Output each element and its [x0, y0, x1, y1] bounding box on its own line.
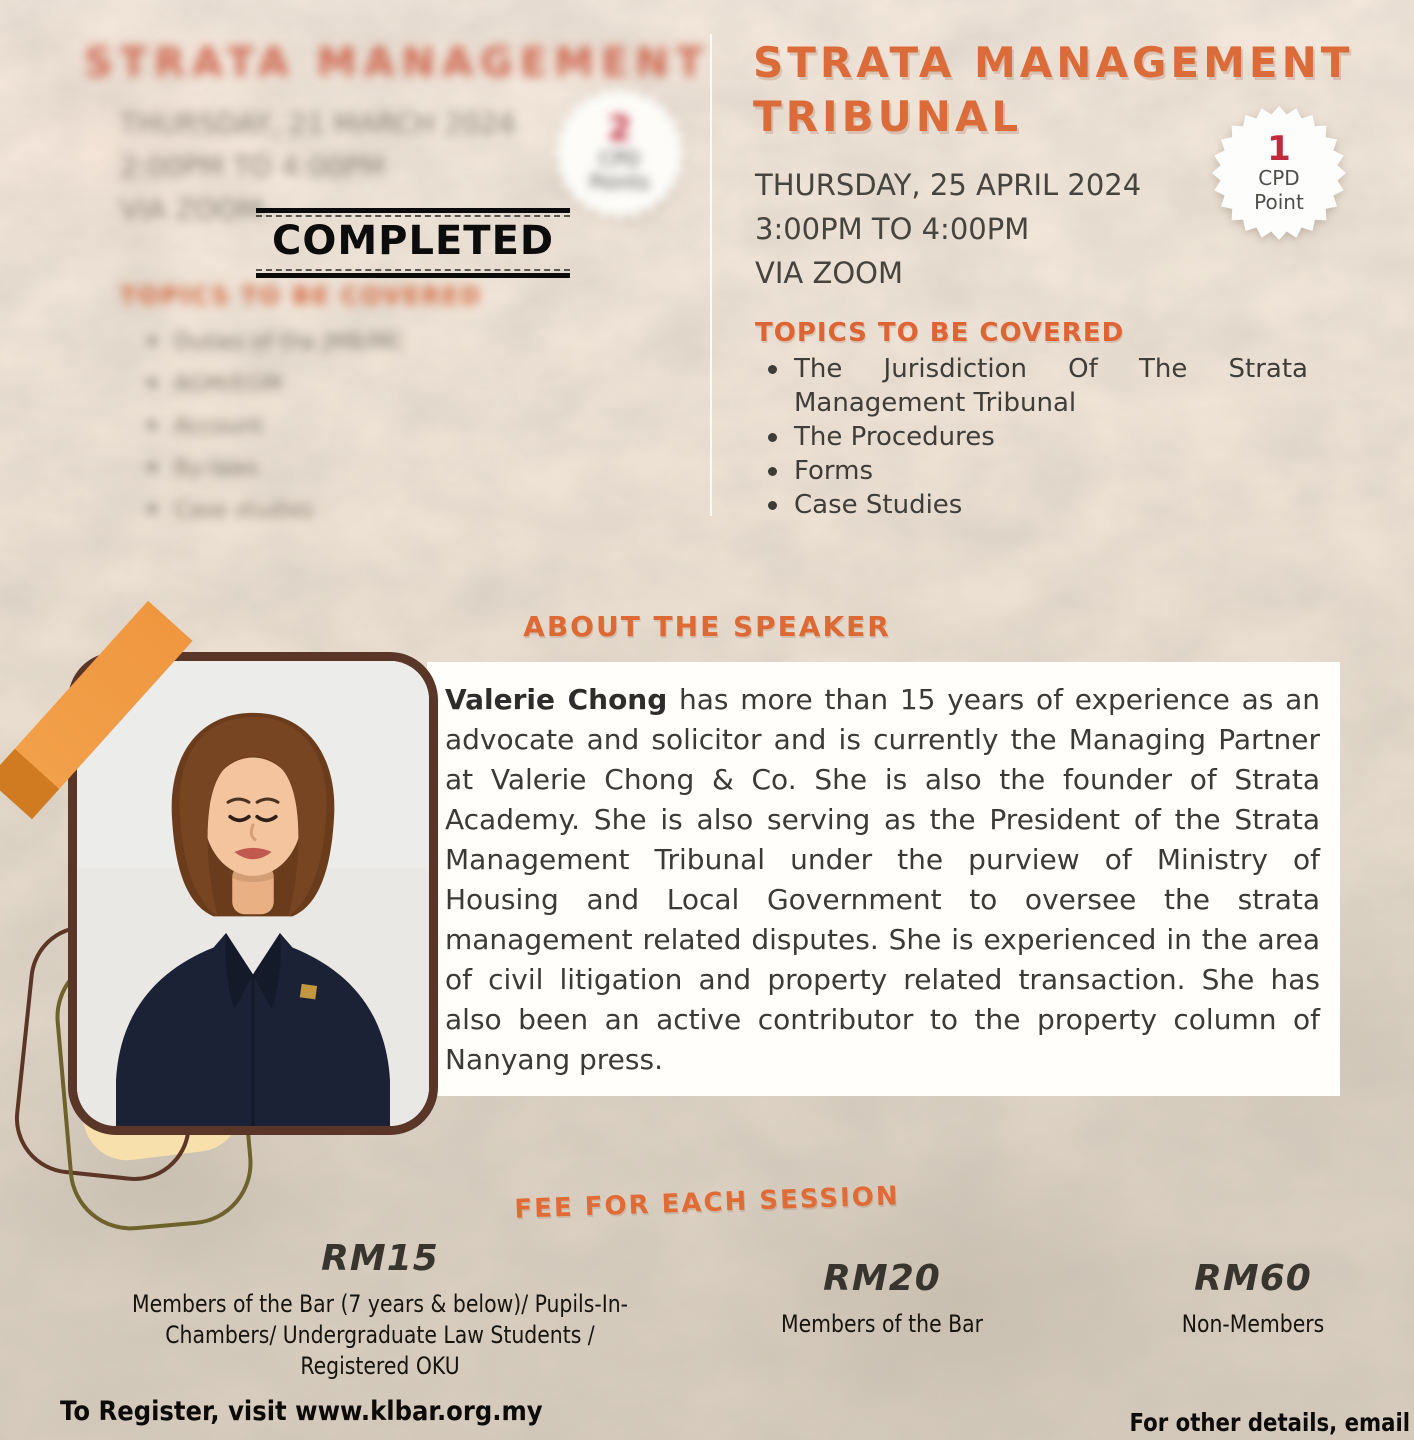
fee-price: RM20 — [823, 1258, 941, 1299]
speaker-bio — [445, 680, 1320, 1080]
speaker-bio-text: has more than 15 years of experience as an advocate and solicitor and is currently the Managing Partner at Valerie Chong & Co. She is also the founder of Strata Academy. She is also serving as the President of the Strata Management Tribunal under the purview of Ministry of Housing and Local Government to oversee the strata management related disputes. She is experienced in the area of civil litigation and property related transaction. She has also been an active contributor to the property column of Nanyang press. — [445, 683, 1321, 1076]
fee-section-heading: FEE FOR EACH SESSION — [513, 1181, 901, 1225]
completed-session-title: STRATA MANAGEMENT — [84, 40, 711, 86]
speaker-bio-card — [427, 662, 1340, 1096]
bullet-icon — [148, 463, 156, 471]
register-info: To Register, visit www.klbar.org.my — [60, 1396, 543, 1427]
fee-tier — [60, 1238, 700, 1382]
speaker-name: Valerie Chong — [445, 683, 668, 716]
bullet-icon — [768, 467, 777, 476]
completed-date: THURSDAY, 21 MARCH 2024 — [120, 107, 516, 140]
cpd-points-value: 2 — [607, 109, 632, 150]
cpd-label: CPD — [598, 146, 641, 171]
list-item: The Jurisdiction Of The Strata Management Tribunal — [768, 352, 1308, 420]
completed-platform: VIA ZOOM — [120, 193, 263, 226]
bullet-icon — [768, 365, 777, 374]
bullet-icon — [148, 421, 156, 429]
list-item: AGM/EGM — [148, 364, 405, 406]
fee-price: RM15 — [321, 1238, 439, 1279]
bullet-icon — [768, 433, 777, 442]
topics-heading: TOPICS TO BE COVERED — [755, 318, 1125, 348]
session-title: STRATA MANAGEMENT TRIBUNAL — [753, 38, 1354, 141]
list-item: Duties of the JMB/MC — [148, 322, 405, 364]
fee-audience: Members of the Bar — [780, 1310, 984, 1338]
list-item: By-laws — [148, 448, 405, 490]
bullet-icon — [148, 505, 156, 513]
speaker-photo — [68, 652, 438, 1135]
list-item: Forms — [768, 454, 1308, 488]
bullet-icon — [768, 501, 777, 510]
completed-stamp: COMPLETED — [256, 208, 570, 278]
list-item: Case Studies — [768, 488, 1308, 522]
session-details — [755, 163, 1141, 295]
cpd-label: Point — [1254, 189, 1304, 214]
speaker-portrait-illustration — [77, 661, 429, 1126]
list-item: Case studies — [148, 490, 405, 532]
bullet-icon — [148, 379, 156, 387]
cpd-badge-completed — [552, 86, 687, 221]
list-item: Account — [148, 406, 405, 448]
fee-price: RM60 — [1194, 1258, 1312, 1299]
about-speaker-heading: ABOUT THE SPEAKER — [523, 610, 891, 643]
completed-topics-list — [148, 322, 405, 532]
cpd-points-value: 1 — [1267, 128, 1291, 169]
completed-time: 2:00PM TO 4:00PM — [120, 150, 385, 183]
session-platform: VIA ZOOM — [755, 256, 903, 290]
cpd-badge — [1212, 106, 1346, 240]
fee-audience: Members of the Bar (7 years & below)/ Pupils-In-Chambers/ Undergraduate Law Students / Registered OKU — [131, 1290, 629, 1380]
completed-topics-heading: TOPICS TO BE COVERED — [120, 282, 483, 310]
vertical-divider — [710, 34, 712, 516]
fee-tier — [1103, 1258, 1403, 1340]
session-date: THURSDAY, 25 APRIL 2024 — [755, 168, 1142, 202]
fee-audience: Non-Members — [1181, 1310, 1325, 1338]
bullet-icon — [148, 337, 156, 345]
details-info: For other details, email — [1129, 1408, 1410, 1437]
cpd-label: Points — [589, 170, 650, 195]
session-time: 3:00PM TO 4:00PM — [755, 212, 1030, 246]
cpd-label: CPD — [1258, 166, 1300, 191]
topics-list — [768, 352, 1308, 522]
list-item: The Procedures — [768, 420, 1308, 454]
fee-tier — [732, 1258, 1032, 1340]
